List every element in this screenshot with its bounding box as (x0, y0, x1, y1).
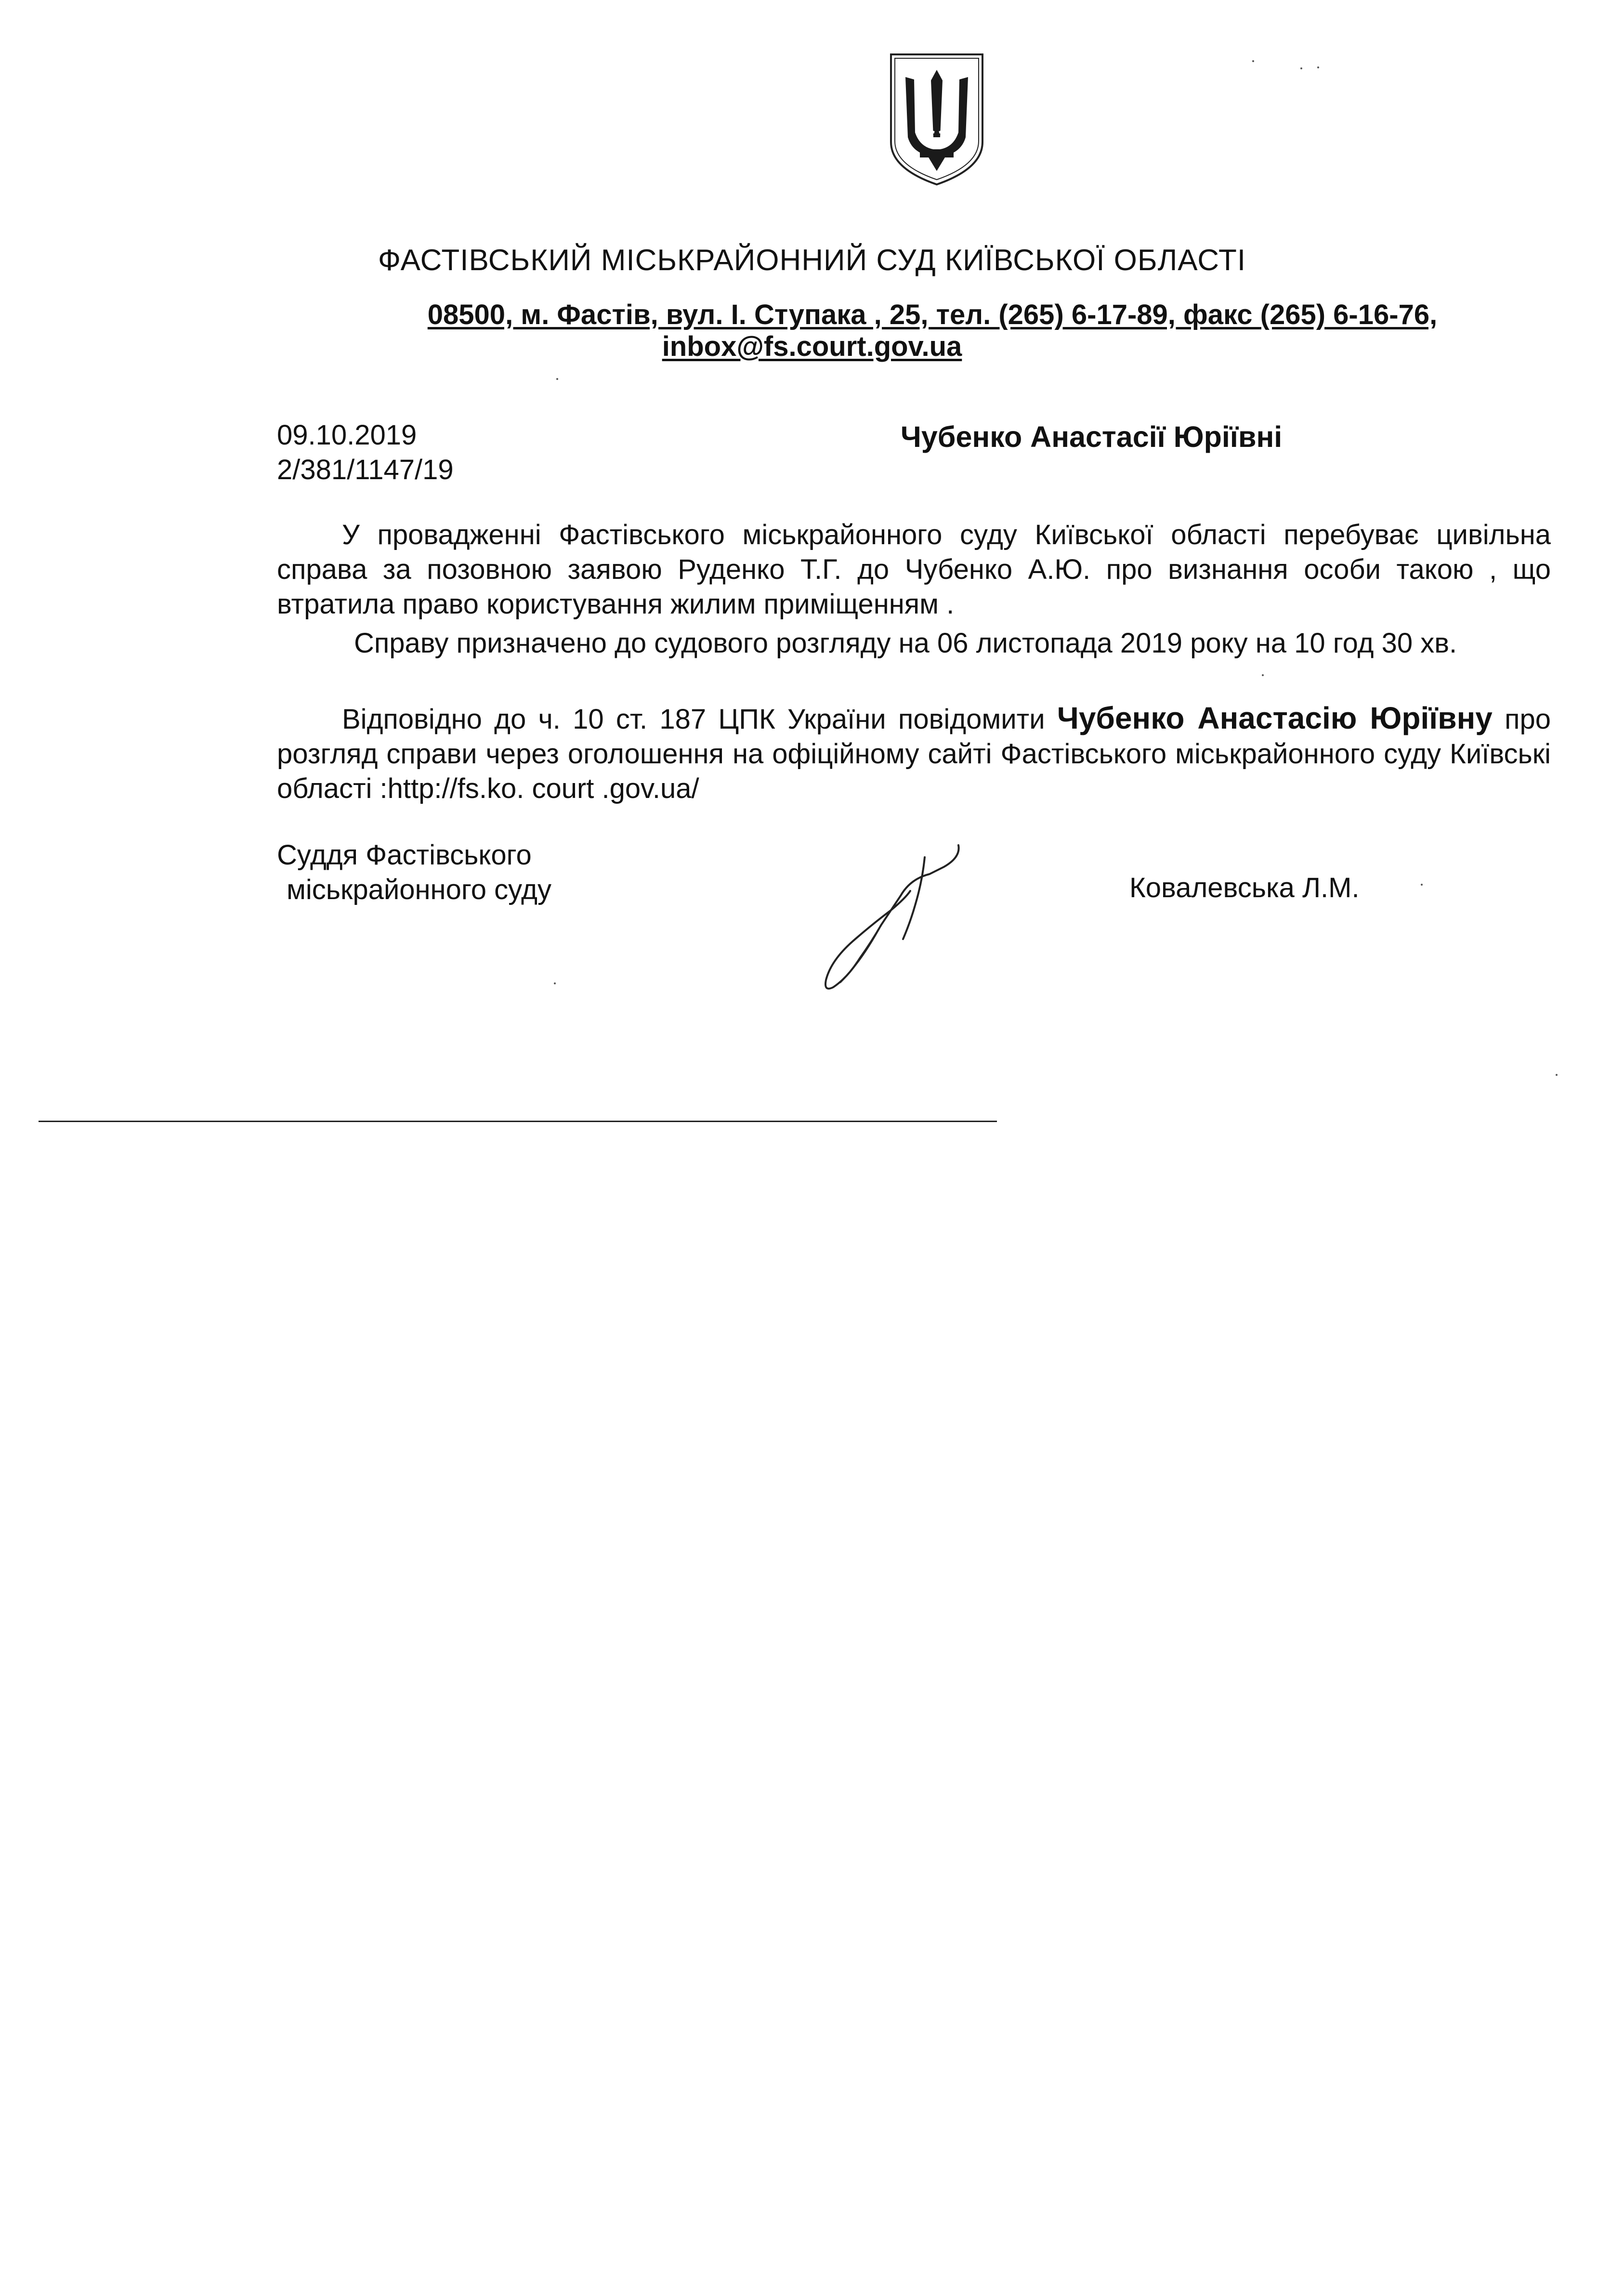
addressee: Чубенко Анастасії Юріївні (901, 420, 1283, 453)
body-paragraph-3 (277, 701, 1551, 806)
scan-speck (1300, 67, 1302, 69)
scan-speck (554, 982, 556, 984)
court-address: 08500, м. Фастів, вул. І. Ступака , 25, тел. (265) 6-17-89, факс (265) 6-16-76, (427, 299, 1438, 330)
handwritten-signature (814, 838, 982, 997)
case-number: 2/381/1147/19 (277, 454, 454, 485)
scan-speck (556, 378, 558, 380)
body-paragraph-1: У провадженні Фастівського міськрайонного суду Київської області перебуває цивільна справа за позовною заявою Руденко Т.Г. до Чубенко А.Ю. про визнання особи такою , що втратила право користування жилим приміщенням . (277, 519, 1551, 620)
court-email: inbox@fs.court.gov.ua (662, 331, 962, 362)
trident-coat-of-arms-icon (886, 51, 987, 188)
scan-speck (1556, 1074, 1558, 1076)
scan-speck (1252, 60, 1254, 62)
court-name: ФАСТІВСЬКИЙ МІСЬКРАЙОННИЙ СУД КИЇВСЬКОЇ ОБЛАСТІ (378, 244, 1246, 277)
judge-title-line-2: міськрайонного суду (287, 874, 552, 905)
scan-speck (1421, 884, 1423, 886)
judge-title-line-1: Суддя Фастівського (277, 839, 532, 871)
judge-title (277, 838, 662, 907)
bottom-divider (39, 1121, 997, 1122)
scan-speck (1262, 674, 1264, 676)
scan-speck (1317, 66, 1319, 68)
document-date: 09.10.2019 (277, 419, 417, 451)
judge-name: Ковалевська Л.М. (1129, 872, 1360, 903)
body-paragraph-3-tail: про розгляд справи через оголошення на офіційному сайті Фастівського міськрайонного суду Київські області :http://fs.ko. court .gov.ua/ (277, 704, 1551, 804)
body-paragraph-2: Справу призначено до судового розгляду на 06 листопада 2019 року на 10 год 30 хв. (354, 628, 1457, 659)
body-paragraph-3-lead: Відповідно до ч. 10 ст. 187 ЦПК України повідомити (342, 704, 1057, 735)
body-paragraph-3-name: Чубенко Анастасію Юріївну (1057, 701, 1493, 735)
